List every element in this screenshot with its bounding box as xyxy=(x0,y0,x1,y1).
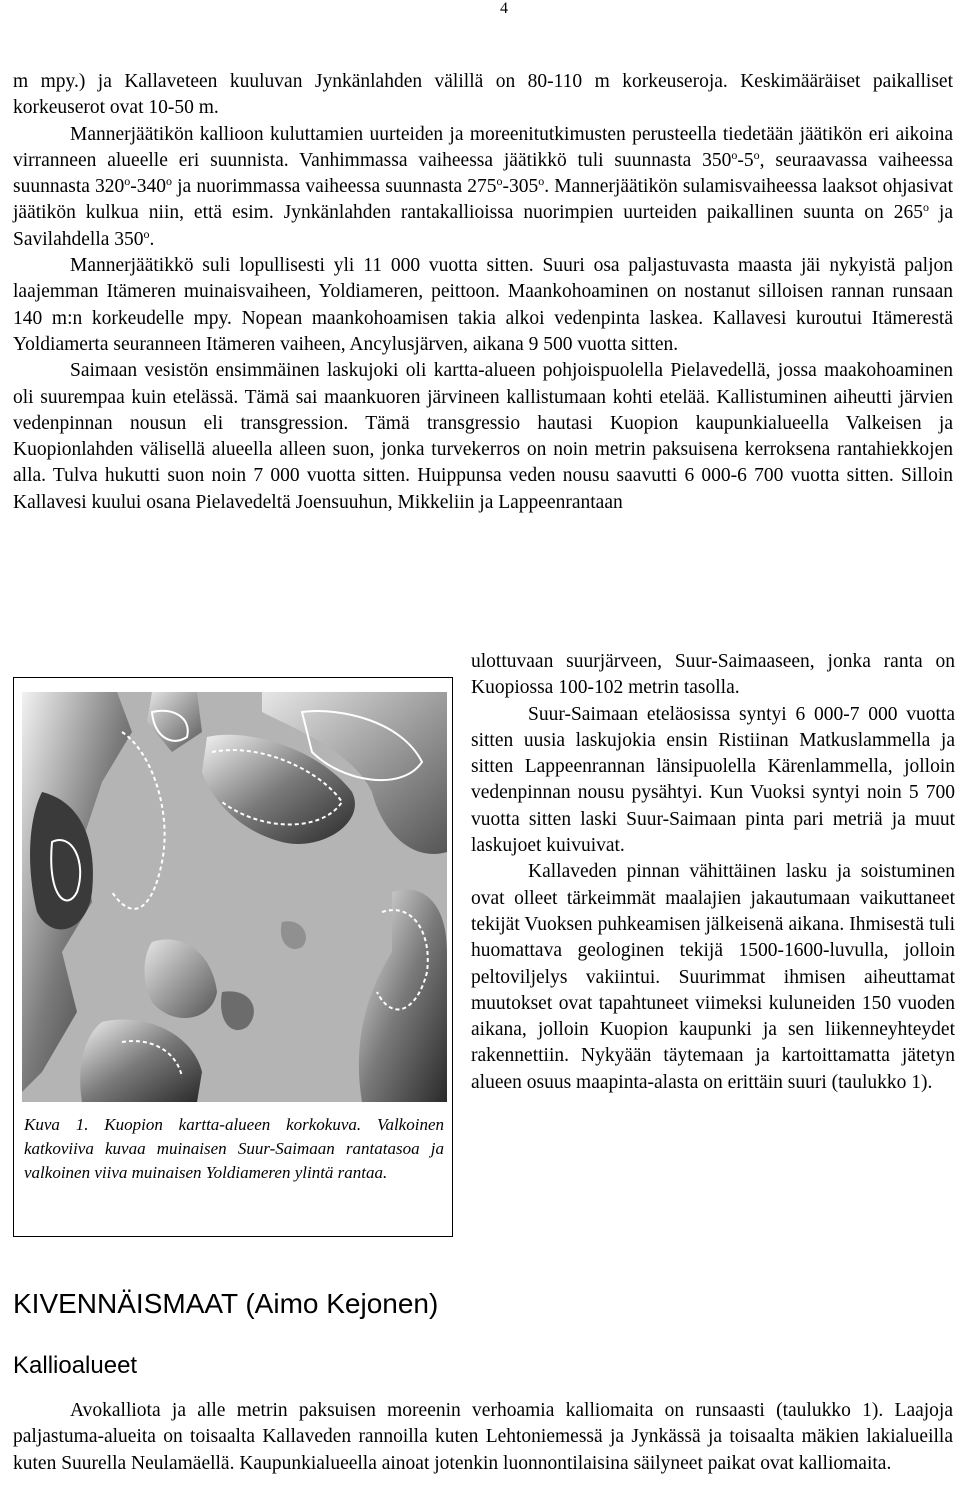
degree-mark: o xyxy=(753,147,760,162)
figure-caption-text: Kuopion kartta-alueen korkokuva. Valkoinen katkoviiva kuvaa muinaisen Suur-Saimaan rantatasoa ja valkoinen viiva muinaisen Yoldiameren ylintä rantaa. xyxy=(24,1115,445,1182)
direction-sentence-9: . xyxy=(149,228,155,250)
degree-mark: o xyxy=(538,174,545,189)
direction-sentence-4: -340 xyxy=(130,176,167,198)
paragraph-2 xyxy=(13,122,953,253)
figure-caption xyxy=(24,1113,444,1185)
direction-sentence-3: , seuraavassa vaiheessa suunnasta 320 xyxy=(13,149,953,198)
degree-mark: o xyxy=(496,174,503,189)
paragraph-3: Mannerjäätikkö suli lopullisesti yli 11 000 vuotta sitten. Suuri osa paljastuvasta maasta jäi nykyistä paljon laajemman Itämeren muinaisvaiheen, Yoldiameren, peittoon. Maankohoaminen on nostanut silloisen rannan runsaan 140 m:n korkeudelle mpy. Nopean maankohoamisen takia alkoi vedenpinta laskea. Kallavesi kuroutui Itämerestä Yoldiamerta seuranneen Itämeren vaiheen, Ancylusjärven, aikana 9 500 vuotta sitten. xyxy=(13,255,953,355)
direction-sentence-1: Vanhimmassa vaiheessa jäätikkö tuli suunnasta 350 xyxy=(299,149,732,171)
paragraph-4: Saimaan vesistön ensimmäinen laskujoki oli kartta-alueen pohjoispuolella Pielavedellä, jossa maakohoaminen oli suurempaa kuin etelässä. Tämä sai maankuoren järvineen kallistumaan kohti etelää. Kallistuminen aiheutti järvien vedenpinnan nousun eli transgression. Tämä transgressio hautasi Kuopion kaupunkialueella Valkeisen ja Kuopionlahden välisellä alueella alleen suon, jonka turvekerros on noin metrin paksuisena kerroksena rantahiekkojen alla. Tulva hukutti suon noin 7 000 vuotta sitten. Huippunsa veden nousu saavutti 6 000-6 700 vuotta sitten. Silloin Kallavesi kuului osana Pielavedeltä Joensuuhun, Mikkeliin ja Lappeenrantaan xyxy=(13,360,953,513)
degree-mark: o xyxy=(166,174,173,189)
degree-mark: o xyxy=(922,200,929,215)
page-number: 4 xyxy=(500,0,508,17)
right-paragraph-3: Kallaveden pinnan vähittäinen lasku ja soistuminen ovat olleet tärkeimmät maalajien jakautumaan vaikuttaneet tekijät Vuoksen puhkeamisen jälkeisenä aikana. Ihmisestä tuli huomattava geologinen tekijä 1500-1600-luvulla, jolloin peltoviljelys vakiintui. Suurimmat ihmisen aiheuttamat muutokset ovat tapahtuneet viimeksi kuluneiden 150 vuoden aikana, jolloin Kuopion kaupunki ja sen liikenneyhteydet rakennettiin. Nykyään täytemaan ja kartoittamatta jätetyn alueen osuus maapinta-alasta on erittäin suuri (taulukko 1). xyxy=(471,861,955,1093)
body-text-top xyxy=(13,69,953,516)
paragraph-1: m mpy.) ja Kallaveteen kuuluvan Jynkänlahden välillä on 80-110 m korkeuseroja. Keskimääräiset paikalliset korkeuserot ovat 10-50 m. xyxy=(13,71,953,119)
body-text-bottom xyxy=(13,1398,953,1477)
right-column-text xyxy=(471,649,955,1096)
direction-sentence-8: ja Savilahdella 350 xyxy=(13,202,954,250)
degree-mark: o xyxy=(124,174,131,189)
section-title: KIVENNÄISMAAT (Aimo Kejonen) xyxy=(13,1288,439,1319)
paragraph-bottom: Avokalliota ja alle metrin paksuisen moreenin verhoamia kalliomaita on runsaasti (taulukko 1). Laajoja paljastuma-alueita on toisaalta Kallaveden rannoilla kuten Lehtoniemessä ja Jynkässä ja toisaalta mäkien lakialueilla kuten Suurella Neulamäellä. Kaupunkialueella ainoat jotenkin luonnontilaisina säilyneet paikat ovat kalliomaita. xyxy=(13,1400,953,1474)
right-paragraph-1: ulottuvaan suurjärveen, Suur-Saimaaseen, jonka ranta on Kuopiossa 100-102 metrin tasolla. xyxy=(471,651,955,699)
degree-mark: o xyxy=(143,226,150,241)
direction-sentence-2: -5 xyxy=(737,149,754,171)
figure-label: Kuva 1. xyxy=(24,1115,89,1134)
direction-sentence-5: ja nuorimmassa vaiheessa suunnasta 275 xyxy=(172,176,497,198)
paragraph-2-lead: Mannerjäätikön kallioon kuluttamien uurteiden ja moreenitutkimusten perusteella tiedetään jäätikön eri aikoina virranneen alueelle eri suunnista. xyxy=(13,123,953,171)
relief-map-svg xyxy=(22,692,447,1102)
figure-box xyxy=(13,677,453,1237)
degree-mark: o xyxy=(731,147,738,162)
subsection-title: Kallioalueet xyxy=(13,1352,138,1379)
right-paragraph-2: Suur-Saimaan eteläosissa syntyi 6 000-7 000 vuotta sitten uusia laskujokia ensin Ristiinan Matkuslammella ja sitten Lappeenrannan länsipuolella Kärenlammella, jolloin vedenpinnan nousu pysähtyi. Kun Vuoksi syntyi noin 5 700 vuotta sitten laski Suur-Saimaan pinta pari metriä ja muut laskujoet kuivuivat. xyxy=(471,703,955,857)
relief-map-image xyxy=(22,692,447,1102)
direction-sentence-7: . Mannerjäätikön sulamisvaiheessa laaksot ohjasivat jäätikön kulkua niin, että esim. Jynkänlahden rantakallioissa nuorimpien uurteiden paikallinen suunta on 265 xyxy=(13,176,953,224)
direction-sentence-6: -305 xyxy=(502,176,539,198)
